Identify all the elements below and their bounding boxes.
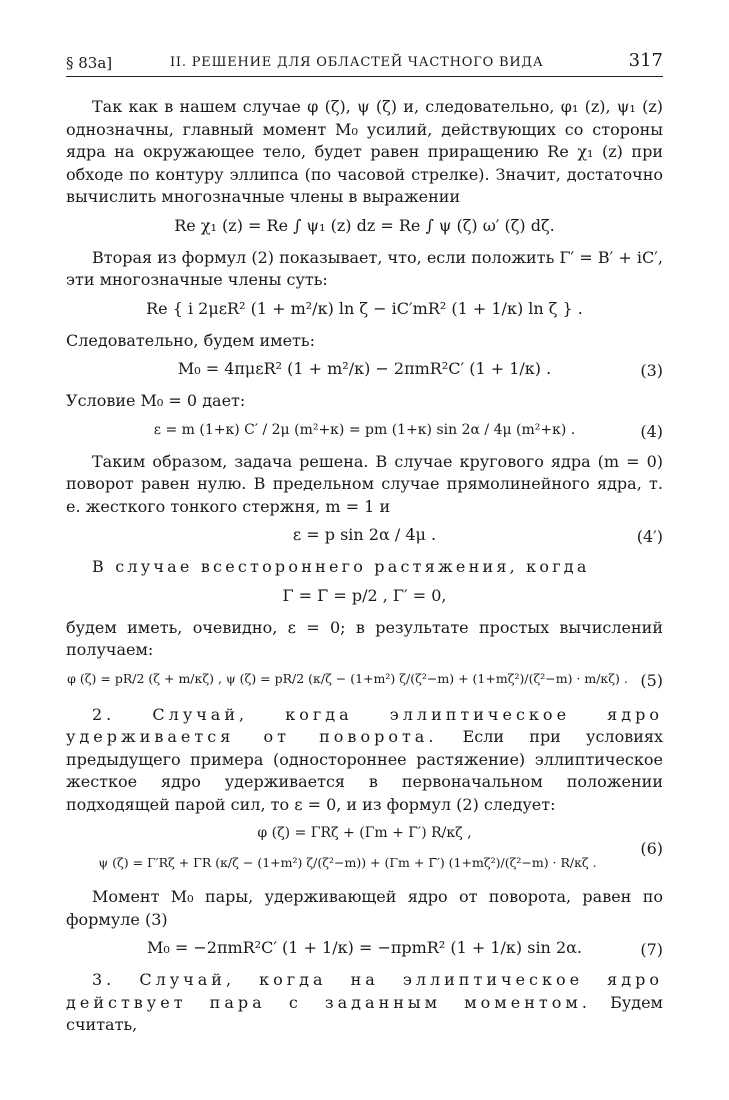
equation-multivalued-terms — [66, 296, 663, 326]
paragraph: Следовательно, будем иметь: — [66, 330, 315, 350]
equation-number: (4) — [640, 421, 663, 441]
equation-body: Re χ₁ (z) = Re ∫ ψ₁ (z) dz = Re ∫ ψ (ζ) ω′ (ζ) dζ. — [174, 215, 555, 235]
equation-body: M₀ = −2πmR²C′ (1 + 1/κ) = −πpmR² (1 + 1/κ) sin 2α. — [146, 938, 583, 957]
equation-body: ε = m (1+κ) C′ / 2μ (m²+κ) = pm (1+κ) sin 2α / 4μ (m²+κ) . — [153, 421, 576, 438]
equation-5 — [66, 666, 663, 700]
paragraph: Момент M₀ пары, удерживающей ядро от поворота, равен по формуле (3) — [66, 887, 663, 929]
paragraph-text: Если при условиях предыдущего примера (одностороннее растяжение) эллиптическое жесткое ядро удерживается в первоначальном положении подходящей парой сил, то ε = 0, и из формул (2) следует: — [66, 727, 663, 814]
equation-body: φ (ζ) = pR/2 (ζ + m/κζ) , ψ (ζ) = pR/2 (κ/ζ − (1+m²) ζ/(ζ²−m) + (1+mζ²)/(ζ²−m) · m/κζ) . — [67, 670, 628, 686]
equation-number: (6) — [640, 839, 663, 858]
paragraph: Так как в нашем случае φ (ζ), ψ (ζ) и, следовательно, φ₁ (z), ψ₁ (z) однозначны, главный момент M₀ усилий, действующих со стороны ядра на окружающее тело, будет равен приращению Re χ₁ (z) при обходе по контуру эллипса (по часовой стрелке). Значит, достаточно вычислить многозначные члены в выражении — [66, 97, 663, 206]
paragraph: В случае всестороннего растяжения, когда — [92, 557, 590, 576]
page-number: 317 — [628, 50, 663, 71]
equation-re-chi — [66, 213, 663, 243]
equation-7 — [66, 935, 663, 965]
paragraph-case-3 — [66, 969, 663, 1037]
equation-body: Γ = Γ̄ = p/2 , Γ′ = 0, — [282, 585, 447, 605]
equation-number: (5) — [640, 670, 663, 690]
equation-number: (7) — [640, 940, 663, 959]
equation-6 — [66, 820, 663, 882]
equation-gamma — [66, 583, 663, 613]
equation-body: Re { i 2μεR² (1 + m²/κ) ln ζ − iC′mR² (1 + 1/κ) ln ζ } . — [146, 298, 583, 318]
equation-number: (4′) — [636, 527, 663, 546]
page-body — [66, 96, 663, 1037]
equation-line-b: ψ (ζ) = Γ′Rζ + ΓR (κ/ζ − (1+m²) ζ/(ζ²−m)) + (Γm + Γ̄′) (1+mζ²)/(ζ²−m) · R/κζ . — [98, 855, 597, 870]
paragraph-case-2 — [66, 704, 663, 817]
equation-3 — [66, 356, 663, 386]
case-heading: 3. Случай, когда на эллиптическое ядро действует пара с заданным моментом. — [66, 970, 663, 1012]
equation-body: M₀ = 4πμεR² (1 + m²/κ) − 2πmR²C′ (1 + 1/κ) . — [177, 359, 552, 378]
paragraph: Условие M₀ = 0 дает: — [66, 391, 246, 410]
equation-4-prime — [66, 522, 663, 552]
chapter-title: II. РЕШЕНИЕ ДЛЯ ОБЛАСТЕЙ ЧАСТНОГО ВИДА — [170, 55, 544, 70]
running-header — [66, 50, 663, 77]
equation-4 — [66, 417, 663, 447]
paragraph-text: Будем считать, — [66, 992, 663, 1034]
equation-number: (3) — [640, 361, 663, 380]
equation-body: ε = p sin 2α / 4μ . — [292, 525, 437, 544]
section-ref: § 83a] — [66, 54, 113, 72]
equation-line-a: φ (ζ) = ΓRζ + (Γm + Γ̄′) R/κζ , — [257, 825, 472, 841]
case-heading: 2. Случай, когда эллиптическое ядро удерживается от поворота. — [66, 704, 663, 746]
paragraph: Вторая из формул (2) показывает, что, если положить Γ′ = B′ + iC′, эти многозначные члены суть: — [66, 247, 663, 289]
paragraph: Таким образом, задача решена. В случае кругового ядра (m = 0) поворот равен нулю. В предельном случае прямолинейного ядра, т. е. жесткого тонкого стержня, m = 1 и — [66, 451, 663, 516]
paragraph: будем иметь, очевидно, ε = 0; в результате простых вычислений получаем: — [66, 617, 663, 659]
